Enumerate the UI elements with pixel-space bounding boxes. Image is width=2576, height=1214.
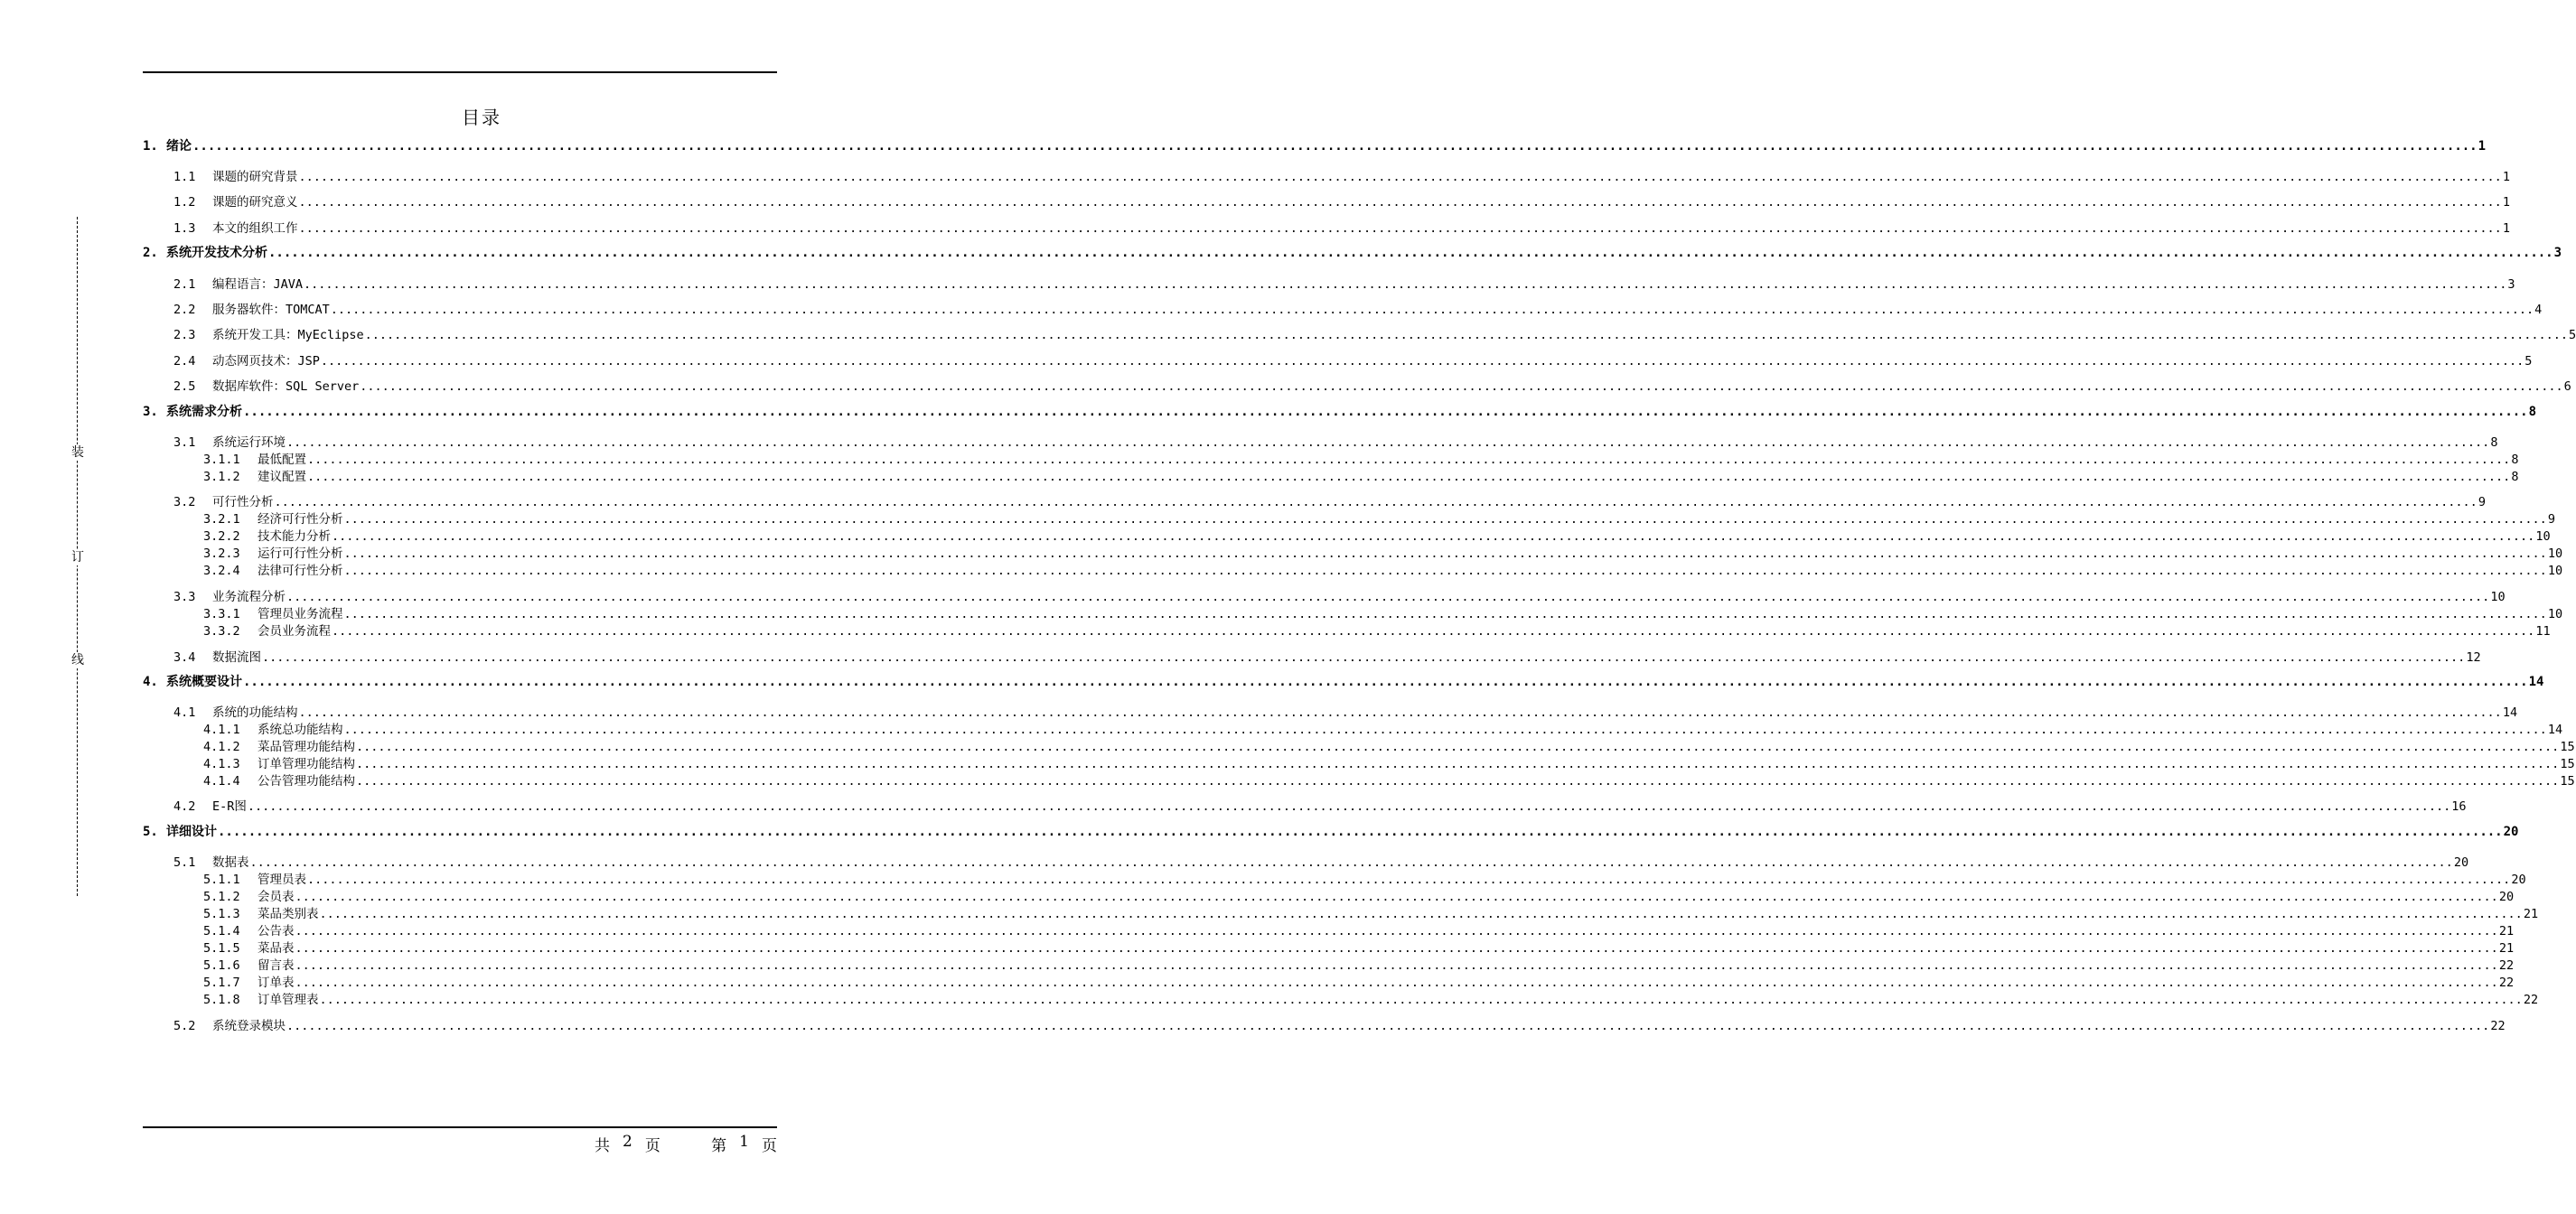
toc-entry-page: 3 <box>2507 277 2515 292</box>
toc-leader-dots: ............................................................................................................................................................................................................................................................................................................ <box>286 1019 2490 1033</box>
toc-entry[interactable] <box>173 166 2510 184</box>
toc-entry-label: 服务器软件：TOMCAT <box>212 303 330 317</box>
toc-entry-page: 3 <box>2553 246 2562 260</box>
total-pages-value: 2 <box>623 1133 632 1151</box>
toc-entry-label: 公告管理功能结构 <box>258 774 355 789</box>
toc-leader-dots: ............................................................................................................................................................................................................................................................................................................ <box>330 303 2534 317</box>
toc-entry[interactable] <box>143 822 2519 840</box>
toc-leader-dots: ............................................................................................................................................................................................................................................................................................................ <box>295 924 2498 939</box>
toc-entry[interactable] <box>203 736 2575 754</box>
toc-entry[interactable] <box>173 491 2486 509</box>
toc-entry-label: 数据表 <box>212 855 249 870</box>
toc-entry-label: 管理员业务流程 <box>258 607 343 621</box>
toc-entry-label: 数据流图 <box>212 650 261 665</box>
toc-entry-label: 经济可行性分析 <box>258 512 343 527</box>
header-rule <box>143 71 777 73</box>
total-pages-suffix: 页 <box>644 1137 660 1155</box>
toc-entry-number: 5. <box>143 825 158 839</box>
toc-leader-dots: ............................................................................................................................................................................................................................................................................................................ <box>356 757 2560 771</box>
toc-entry[interactable] <box>203 621 2551 639</box>
page-title: 目录 <box>462 107 501 128</box>
toc-leader-dots: ............................................................................................................................................................................................................................................................................................................ <box>298 170 2502 184</box>
toc-leader-dots: ............................................................................................................................................................................................................................................................................................................ <box>307 470 2511 484</box>
toc-entry-label: 最低配置 <box>258 453 306 467</box>
toc-entry[interactable] <box>173 852 2469 870</box>
toc-entry-label: 运行可行性分析 <box>258 546 343 561</box>
toc-leader-dots: ............................................................................................................................................................................................................................................................................................................ <box>356 740 2560 754</box>
toc-leader-dots: ............................................................................................................................................................................................................................................................................................................ <box>286 435 2490 450</box>
total-pages-prefix: 共 <box>595 1137 610 1155</box>
toc-leader-dots: ............................................................................................................................................................................................................................................................................................................ <box>343 607 2547 621</box>
toc-entry-label: 管理员表 <box>258 873 306 887</box>
toc-entry[interactable] <box>173 796 2467 814</box>
toc-entry[interactable] <box>173 376 2571 394</box>
toc-entry-number: 3.3 <box>173 590 196 604</box>
toc-entry-page: 15 <box>2560 740 2575 754</box>
toc-entry-label: 系统开发工具：MyEclipse <box>212 328 364 342</box>
toc-entry[interactable] <box>173 191 2510 210</box>
toc-entry-page: 8 <box>2511 470 2519 484</box>
toc-entry-label: 课题的研究背景 <box>212 170 298 184</box>
toc-leader-dots: ............................................................................................................................................................................................................................................................................................................ <box>343 723 2547 737</box>
toc-entry-label: 绪论 <box>166 139 192 154</box>
toc-entry[interactable] <box>173 647 2481 665</box>
toc-entry[interactable] <box>143 243 2562 261</box>
toc-entry-label: 课题的研究意义 <box>212 195 298 210</box>
toc-entry[interactable] <box>203 920 2515 939</box>
toc-entry-number: 3.1.2 <box>203 470 240 484</box>
toc-entry-page: 22 <box>2490 1019 2506 1033</box>
toc-entry-page: 1 <box>2502 221 2510 236</box>
toc-leader-dots: ............................................................................................................................................................................................................................................................................................................ <box>298 221 2502 236</box>
current-page-prefix: 第 <box>711 1137 727 1155</box>
page-footer <box>595 1133 777 1155</box>
toc-entry-page: 22 <box>2498 958 2515 973</box>
toc-entry-number: 4.1.3 <box>203 757 240 771</box>
toc-leader-dots: ............................................................................................................................................................................................................................................................................................................ <box>247 799 2451 814</box>
toc-leader-dots: ............................................................................................................................................................................................................................................................................................................ <box>304 277 2507 292</box>
toc-leader-dots: ............................................................................................................................................................................................................................................................................................................ <box>319 993 2523 1007</box>
toc-entry-number: 5.1.2 <box>203 890 240 904</box>
current-page-suffix: 页 <box>762 1137 777 1155</box>
toc-leader-dots: ............................................................................................................................................................................................................................................................................................................ <box>268 246 2553 260</box>
toc-entry-label: 法律可行性分析 <box>258 564 343 578</box>
toc-entry-label: 系统概要设计 <box>166 675 242 689</box>
toc-leader-dots: ............................................................................................................................................................................................................................................................................................................ <box>343 512 2547 527</box>
toc-entry-page: 9 <box>2478 495 2486 509</box>
toc-entry-number: 1.2 <box>173 195 196 210</box>
toc-entry-page: 5 <box>2524 354 2533 369</box>
toc-entry[interactable] <box>173 586 2506 604</box>
toc-leader-dots: ............................................................................................................................................................................................................................................................................................................ <box>218 825 2503 839</box>
toc-entry-page: 10 <box>2547 546 2563 561</box>
toc-entry-page: 9 <box>2547 512 2555 527</box>
toc-entry[interactable] <box>203 753 2575 771</box>
toc-entry-page: 21 <box>2523 907 2539 921</box>
toc-entry[interactable] <box>203 560 2563 578</box>
toc-entry-label: 数据库软件：SQL Server <box>212 379 360 394</box>
toc-entry-number: 2.2 <box>173 303 196 317</box>
toc-entry-label: 系统需求分析 <box>166 405 242 419</box>
toc-entry[interactable] <box>203 903 2539 921</box>
toc-entry-page: 8 <box>2511 453 2519 467</box>
toc-entry-number: 4.1.2 <box>203 740 240 754</box>
toc-entry-number: 3.1.1 <box>203 453 240 467</box>
toc-entry-page: 12 <box>2466 650 2481 665</box>
toc-leader-dots: ............................................................................................................................................................................................................................................................................................................ <box>274 495 2478 509</box>
toc-leader-dots: ............................................................................................................................................................................................................................................................................................................ <box>295 941 2498 956</box>
toc-leader-dots: ............................................................................................................................................................................................................................................................................................................ <box>356 774 2560 789</box>
toc-entry[interactable] <box>173 432 2498 450</box>
toc-entry-page: 14 <box>2502 705 2518 720</box>
toc-entry[interactable] <box>203 603 2563 621</box>
toc-entry-label: 编程语言：JAVA <box>212 277 304 292</box>
toc-entry-page: 4 <box>2534 303 2543 317</box>
toc-entry-number: 4.1 <box>173 705 196 720</box>
toc-entry-page: 1 <box>2478 139 2487 154</box>
toc-entry-number: 3. <box>143 405 158 419</box>
toc-entry-label: 业务流程分析 <box>212 590 286 604</box>
toc-entry[interactable] <box>203 543 2563 561</box>
toc-entry-label: 订单表 <box>258 976 295 990</box>
current-page-value: 1 <box>739 1133 749 1151</box>
toc-entry[interactable] <box>173 299 2543 317</box>
toc-entry-number: 5.1.7 <box>203 976 240 990</box>
toc-entry-number: 3.1 <box>173 435 196 450</box>
toc-entry[interactable] <box>203 526 2551 544</box>
toc-entry[interactable] <box>143 136 2487 154</box>
toc-entry[interactable] <box>173 1015 2506 1033</box>
toc-entry-label: 公告表 <box>258 924 295 939</box>
toc-entry[interactable] <box>203 955 2515 973</box>
toc-leader-dots: ............................................................................................................................................................................................................................................................................................................ <box>262 650 2466 665</box>
toc-entry-page: 21 <box>2498 924 2515 939</box>
toc-entry-page: 15 <box>2560 774 2575 789</box>
toc-leader-dots: ............................................................................................................................................................................................................................................................................................................ <box>295 958 2498 973</box>
toc-entry-number: 1. <box>143 139 158 154</box>
toc-entry-page: 5 <box>2568 328 2576 342</box>
toc-entry-number: 5.1.3 <box>203 907 240 921</box>
toc-entry[interactable] <box>173 702 2518 720</box>
toc-entry-page: 10 <box>2535 529 2551 544</box>
toc-entry-number: 5.1.4 <box>203 924 240 939</box>
toc-entry-label: 会员业务流程 <box>258 624 331 639</box>
toc-entry-label: 系统的功能结构 <box>212 705 298 720</box>
toc-entry[interactable] <box>203 719 2563 737</box>
toc-entry-page: 16 <box>2451 799 2467 814</box>
toc-entry-number: 4.1.4 <box>203 774 240 789</box>
toc-entry-page: 6 <box>2563 379 2571 394</box>
toc-entry-number: 2. <box>143 246 158 260</box>
toc-entry-page: 22 <box>2498 976 2515 990</box>
toc-entry-label: 菜品管理功能结构 <box>258 740 355 754</box>
toc-entry-label: 本文的组织工作 <box>212 221 298 236</box>
toc-entry-number: 5.1.5 <box>203 941 240 956</box>
binding-char-xian: 线 <box>71 653 84 668</box>
toc-entry-label: 系统开发技术分析 <box>166 246 267 260</box>
toc-entry-number: 5.1.1 <box>203 873 240 887</box>
toc-entry-page: 10 <box>2490 590 2506 604</box>
toc-entry-label: 订单管理功能结构 <box>258 757 355 771</box>
toc-leader-dots: ............................................................................................................................................................................................................................................................................................................ <box>364 328 2568 342</box>
toc-entry-label: 订单管理表 <box>258 993 319 1007</box>
toc-entry[interactable] <box>203 938 2515 956</box>
toc-entry[interactable] <box>173 350 2533 369</box>
toc-entry-number: 3.2.4 <box>203 564 240 578</box>
toc-entry-number: 3.2.2 <box>203 529 240 544</box>
toc-leader-dots: ............................................................................................................................................................................................................................................................................................................ <box>298 705 2502 720</box>
toc-entry-number: 5.1.8 <box>203 993 240 1007</box>
toc-entry-page: 14 <box>2528 675 2544 689</box>
toc-entry-number: 5.2 <box>173 1019 196 1033</box>
toc-entry-page: 20 <box>2498 890 2515 904</box>
toc-leader-dots: ............................................................................................................................................................................................................................................................................................................ <box>343 546 2547 561</box>
toc-entry[interactable] <box>203 869 2526 887</box>
toc-entry[interactable] <box>143 672 2544 690</box>
toc-entry-label: E-R图 <box>212 799 247 814</box>
toc-entry-page: 20 <box>2453 855 2469 870</box>
toc-leader-dots: ............................................................................................................................................................................................................................................................................................................ <box>295 890 2498 904</box>
toc-entry-label: 菜品表 <box>258 941 295 956</box>
toc-entry[interactable] <box>173 324 2576 342</box>
toc-entry-label: 建议配置 <box>258 470 306 484</box>
toc-entry-label: 留言表 <box>258 958 295 973</box>
toc-entry-label: 系统登录模块 <box>212 1019 286 1033</box>
toc-entry-page: 8 <box>2528 405 2537 419</box>
toc-leader-dots: ............................................................................................................................................................................................................................................................................................................ <box>319 907 2523 921</box>
toc-entry-label: 技术能力分析 <box>258 529 331 544</box>
toc-entry-number: 4. <box>143 675 158 689</box>
toc-entry-label: 系统总功能结构 <box>258 723 343 737</box>
toc-entry-page: 20 <box>2503 825 2519 839</box>
toc-entry[interactable] <box>203 770 2575 789</box>
binding-char-ding: 订 <box>71 550 84 565</box>
toc-entry[interactable] <box>203 509 2555 527</box>
toc-entry-number: 3.2.1 <box>203 512 240 527</box>
toc-entry-page: 14 <box>2547 723 2563 737</box>
toc-leader-dots: ............................................................................................................................................................................................................................................................................................................ <box>243 405 2528 419</box>
toc-entry-number: 3.4 <box>173 650 196 665</box>
toc-leader-dots: ............................................................................................................................................................................................................................................................................................................ <box>307 873 2511 887</box>
toc-leader-dots: ............................................................................................................................................................................................................................................................................................................ <box>192 139 2478 154</box>
toc-entry[interactable] <box>143 402 2537 420</box>
toc-entry[interactable] <box>203 449 2519 467</box>
toc-entry-number: 2.1 <box>173 277 196 292</box>
toc-entry-label: 菜品类别表 <box>258 907 319 921</box>
binding-line <box>70 217 86 896</box>
toc-entry-label: 会员表 <box>258 890 295 904</box>
toc-leader-dots: ............................................................................................................................................................................................................................................................................................................ <box>295 976 2498 990</box>
toc-entry-page: 1 <box>2502 170 2510 184</box>
toc-entry-number: 4.1.1 <box>203 723 240 737</box>
toc-leader-dots: ............................................................................................................................................................................................................................................................................................................ <box>320 354 2524 369</box>
toc-entry-number: 1.3 <box>173 221 196 236</box>
toc-entry-number: 2.5 <box>173 379 196 394</box>
toc-entry-number: 5.1 <box>173 855 196 870</box>
toc-entry-page: 15 <box>2560 757 2575 771</box>
toc-entry-number: 1.1 <box>173 170 196 184</box>
toc-leader-dots: ............................................................................................................................................................................................................................................................................................................ <box>286 590 2490 604</box>
toc-entry-page: 10 <box>2547 607 2563 621</box>
total-pages <box>595 1133 660 1155</box>
toc-leader-dots: ............................................................................................................................................................................................................................................................................................................ <box>307 453 2511 467</box>
toc-entry-number: 5.1.6 <box>203 958 240 973</box>
toc-entry-label: 可行性分析 <box>212 495 274 509</box>
toc-entry[interactable] <box>173 218 2510 236</box>
toc-leader-dots: ............................................................................................................................................................................................................................................................................................................ <box>360 379 2563 394</box>
toc-entry[interactable] <box>203 466 2519 484</box>
toc-leader-dots: ............................................................................................................................................................................................................................................................................................................ <box>332 624 2535 639</box>
toc-entry-label: 动态网页技术：JSP <box>212 354 320 369</box>
toc-entry-number: 2.3 <box>173 328 196 342</box>
toc-entry-number: 3.3.2 <box>203 624 240 639</box>
toc-entry[interactable] <box>203 972 2515 990</box>
current-page <box>711 1133 777 1155</box>
toc-entry-number: 4.2 <box>173 799 196 814</box>
toc-entry-label: 系统运行环境 <box>212 435 286 450</box>
toc-leader-dots: ............................................................................................................................................................................................................................................................................................................ <box>332 529 2535 544</box>
toc-entry[interactable] <box>203 886 2515 904</box>
toc-entry-page: 21 <box>2498 941 2515 956</box>
toc-entry-page: 10 <box>2547 564 2563 578</box>
toc-leader-dots: ............................................................................................................................................................................................................................................................................................................ <box>243 675 2528 689</box>
binding-char-zhuang: 装 <box>71 445 84 460</box>
toc-entry-number: 3.2 <box>173 495 196 509</box>
toc-entry-page: 1 <box>2502 195 2510 210</box>
toc-entry-number: 3.2.3 <box>203 546 240 561</box>
toc-entry-page: 22 <box>2523 993 2539 1007</box>
toc-entry-number: 2.4 <box>173 354 196 369</box>
toc-entry-page: 20 <box>2511 873 2526 887</box>
footer-rule <box>143 1126 777 1128</box>
toc-entry-page: 11 <box>2535 624 2551 639</box>
toc-leader-dots: ............................................................................................................................................................................................................................................................................................................ <box>298 195 2502 210</box>
toc-entry-page: 8 <box>2490 435 2498 450</box>
toc-entry-number: 3.3.1 <box>203 607 240 621</box>
toc-leader-dots: ............................................................................................................................................................................................................................................................................................................ <box>249 855 2453 870</box>
toc-entry[interactable] <box>173 274 2515 292</box>
toc-entry-label: 详细设计 <box>166 825 217 839</box>
toc-leader-dots: ............................................................................................................................................................................................................................................................................................................ <box>343 564 2547 578</box>
toc-entry[interactable] <box>203 989 2539 1007</box>
